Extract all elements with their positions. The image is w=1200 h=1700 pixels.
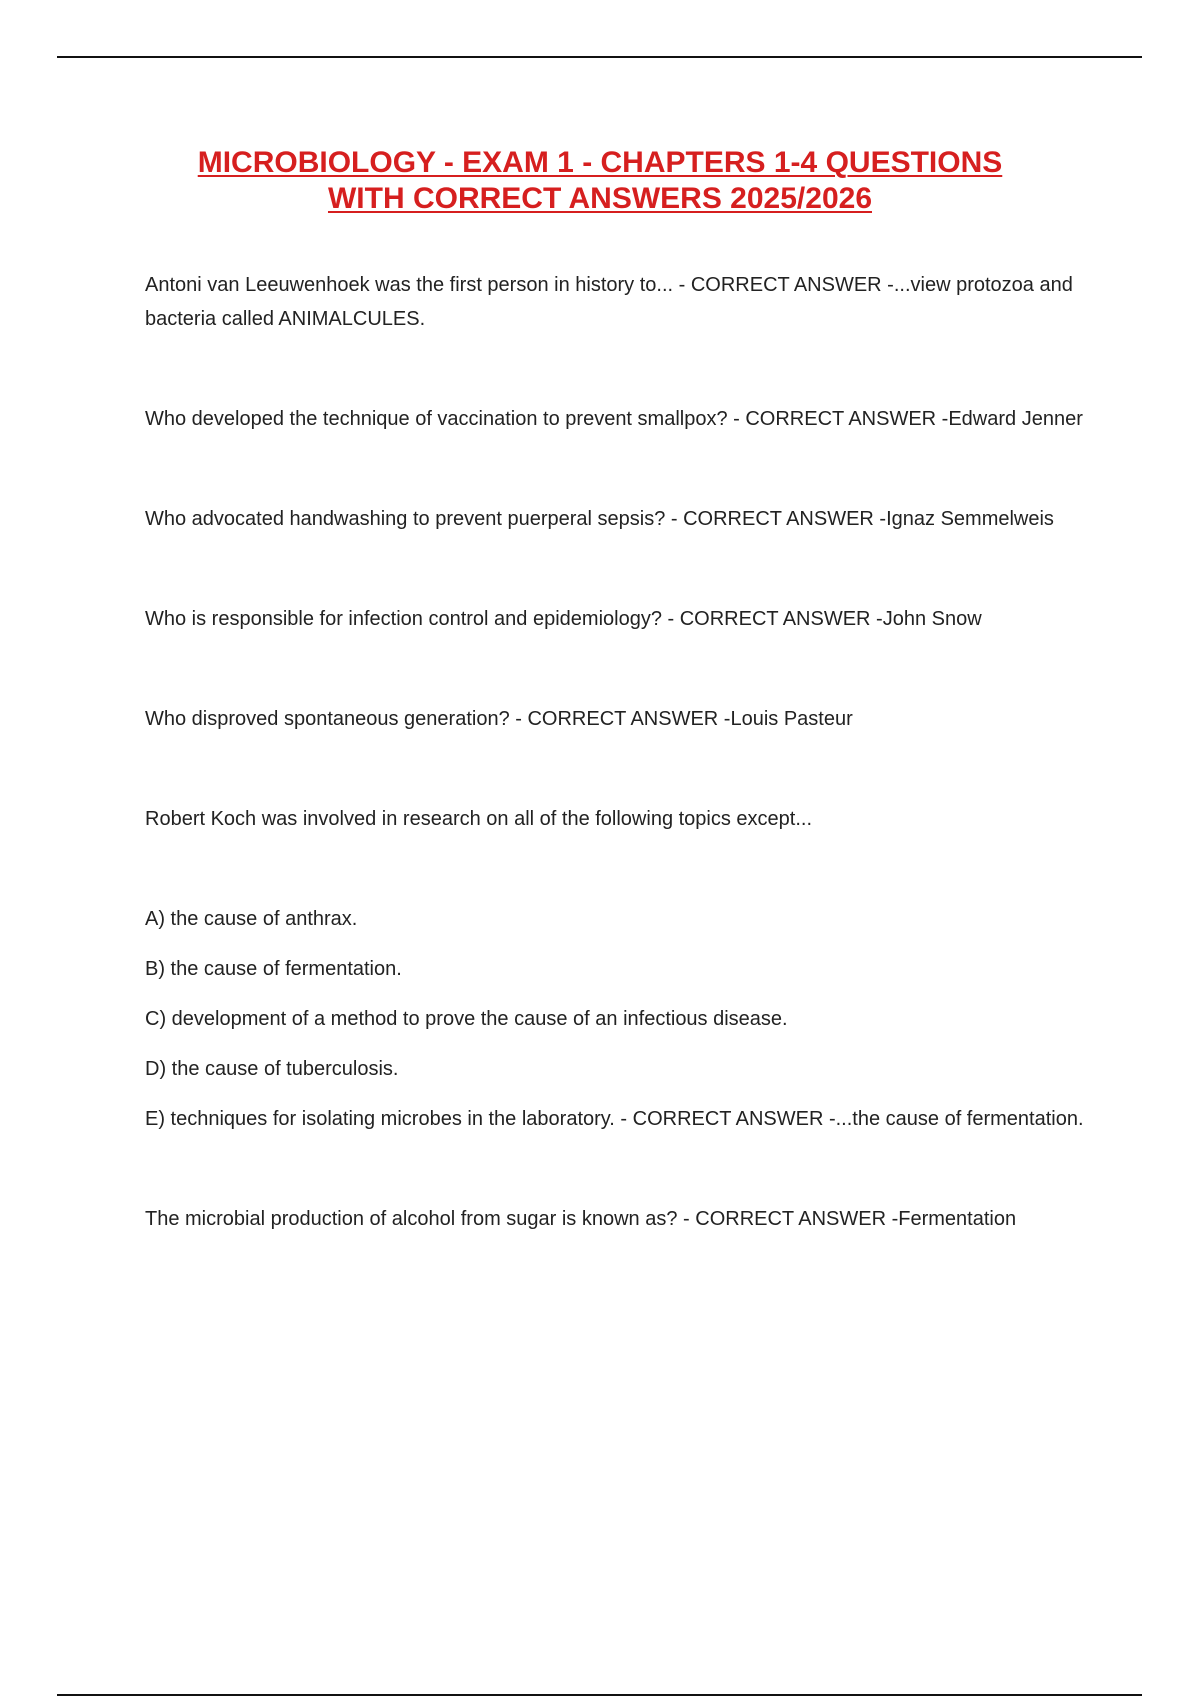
- qa-item: Antoni van Leeuwenhoek was the first person in history to... - CORRECT ANSWER -...view protozoa and bacteria called ANIMALCULES.: [145, 274, 1073, 330]
- qa-item: Who is responsible for infection control and epidemiology? - CORRECT ANSWER -John Snow: [145, 608, 982, 630]
- koch-question-stem: Robert Koch was involved in research on all of the following topics except...: [145, 808, 813, 830]
- document-body: [145, 268, 1095, 1236]
- answer-option-c: C) development of a method to prove the cause of an infectious disease.: [145, 1008, 788, 1030]
- qa-item: Who developed the technique of vaccination to prevent smallpox? - CORRECT ANSWER -Edward Jenner: [145, 408, 1083, 430]
- document-title: [0, 145, 1200, 217]
- bottom-rule: [57, 1694, 1142, 1696]
- title-line-1: MICROBIOLOGY - EXAM 1 - CHAPTERS 1-4 QUESTIONS: [197, 146, 1003, 179]
- title-line-2: WITH CORRECT ANSWERS 2025/2026: [327, 182, 872, 215]
- answer-option-a: A) the cause of anthrax.: [145, 908, 358, 930]
- qa-item: Who disproved spontaneous generation? - CORRECT ANSWER -Louis Pasteur: [145, 708, 853, 730]
- answer-option-b: B) the cause of fermentation.: [145, 958, 402, 980]
- qa-item: Who advocated handwashing to prevent puerperal sepsis? - CORRECT ANSWER -Ignaz Semmelweis: [145, 508, 1054, 530]
- qa-item: The microbial production of alcohol from sugar is known as? - CORRECT ANSWER -Fermentation: [145, 1208, 1017, 1230]
- answer-option-d: D) the cause of tuberculosis.: [145, 1058, 399, 1080]
- answer-option-e: E) techniques for isolating microbes in the laboratory. - CORRECT ANSWER -...the cause of fermentation.: [145, 1108, 1084, 1130]
- top-rule: [57, 56, 1142, 58]
